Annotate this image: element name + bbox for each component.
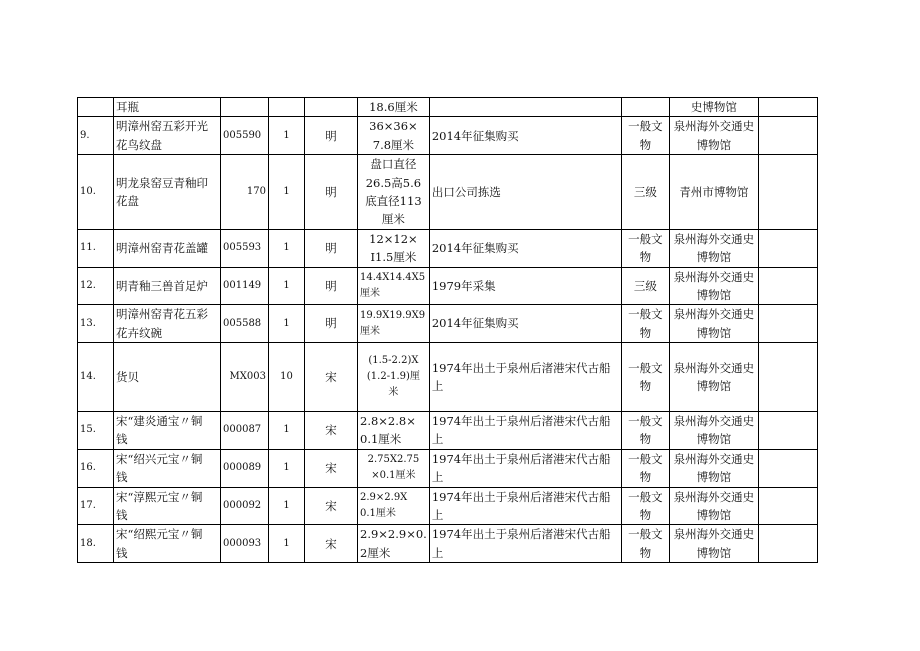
cell-no: 10. <box>78 155 114 230</box>
cell-grade: 三级 <box>621 155 669 230</box>
cell-era: 明 <box>305 229 358 267</box>
cell-qty: 1 <box>269 117 305 155</box>
cell-museum: 泉州海外交通史 博物馆 <box>669 487 758 525</box>
cell-era: 明 <box>305 155 358 230</box>
cell-source: 1974年出土于泉州后渚港宋代古船 上 <box>429 343 621 412</box>
cell-qty <box>269 98 305 117</box>
cell-museum: 泉州海外交通史 博物馆 <box>669 412 758 450</box>
cell-no: 13. <box>78 305 114 343</box>
cell-extra <box>758 343 817 412</box>
cell-qty: 1 <box>269 267 305 305</box>
cell-extra <box>758 267 817 305</box>
cell-qty: 1 <box>269 305 305 343</box>
cell-no: 14. <box>78 343 114 412</box>
cell-museum: 泉州海外交通史 博物馆 <box>669 525 758 563</box>
cell-name: 宋“建炎通宝〃铜 钱 <box>114 412 221 450</box>
cell-museum: 泉州海外交通史 博物馆 <box>669 229 758 267</box>
cell-size: 盘口直径 26.5高5.6 底直径113 厘米 <box>358 155 430 230</box>
cell-size: 2.9×2.9X 0.1厘米 <box>358 487 430 525</box>
cell-size: 2.75X2.75 ×0.1厘米 <box>358 449 430 487</box>
cell-grade: 一般文 物 <box>621 305 669 343</box>
cell-source: 1974年出土于泉州后渚港宋代古船 上 <box>429 487 621 525</box>
cell-museum: 泉州海外交通史 博物馆 <box>669 449 758 487</box>
cell-size: 12×12× I1.5厘米 <box>358 229 430 267</box>
table-row <box>78 98 818 117</box>
table-row <box>78 412 818 450</box>
cell-code: 000089 <box>221 449 269 487</box>
cell-name: 明漳州窑五彩开光 花鸟纹盘 <box>114 117 221 155</box>
cell-museum: 泉州海外交通史 博物馆 <box>669 305 758 343</box>
cell-museum: 泉州海外交通史 博物馆 <box>669 343 758 412</box>
cell-museum: 青州市博物馆 <box>669 155 758 230</box>
cell-qty: 10 <box>269 343 305 412</box>
table-row <box>78 525 818 563</box>
table-body <box>78 98 818 563</box>
cell-museum: 史博物馆 <box>669 98 758 117</box>
cell-era: 宋 <box>305 487 358 525</box>
cell-source: 2014年征集购买 <box>429 229 621 267</box>
cell-no: 16. <box>78 449 114 487</box>
cell-grade: 一般文 物 <box>621 343 669 412</box>
cell-extra <box>758 117 817 155</box>
cell-qty: 1 <box>269 412 305 450</box>
cell-extra <box>758 487 817 525</box>
cell-no: 12. <box>78 267 114 305</box>
cell-name: 宋“绍熙元宝〃铜 钱 <box>114 525 221 563</box>
cell-size: 2.9×2.9×0. 2厘米 <box>358 525 430 563</box>
table-row <box>78 267 818 305</box>
table-row <box>78 487 818 525</box>
table-row <box>78 449 818 487</box>
cell-extra <box>758 155 817 230</box>
table-row <box>78 155 818 230</box>
cell-grade <box>621 98 669 117</box>
cell-no: 15. <box>78 412 114 450</box>
cell-source: 2014年征集购买 <box>429 117 621 155</box>
cell-size: 18.6厘米 <box>358 98 430 117</box>
cell-qty: 1 <box>269 449 305 487</box>
cell-era: 明 <box>305 305 358 343</box>
cell-code: 005588 <box>221 305 269 343</box>
cell-name: 耳瓶 <box>114 98 221 117</box>
table-row <box>78 343 818 412</box>
cell-name: 明龙泉窑豆青釉印 花盘 <box>114 155 221 230</box>
cell-source: 1974年出土于泉州后渚港宋代古船 上 <box>429 412 621 450</box>
cell-extra <box>758 98 817 117</box>
cell-era: 宋 <box>305 525 358 563</box>
cell-code: MX003 <box>221 343 269 412</box>
cell-source: 2014年征集购买 <box>429 305 621 343</box>
cell-code: 000092 <box>221 487 269 525</box>
cell-code: 000093 <box>221 525 269 563</box>
cell-era: 明 <box>305 267 358 305</box>
cell-qty: 1 <box>269 229 305 267</box>
cell-size: 36×36× 7.8厘米 <box>358 117 430 155</box>
cell-no: 9. <box>78 117 114 155</box>
cell-name: 宋“绍兴元宝〃铜 钱 <box>114 449 221 487</box>
cell-size: (1.5-2.2)X (1.2-1.9)厘 米 <box>358 343 430 412</box>
cell-no: 11. <box>78 229 114 267</box>
cell-source <box>429 98 621 117</box>
cell-era <box>305 98 358 117</box>
cell-era: 明 <box>305 117 358 155</box>
cell-code: 005593 <box>221 229 269 267</box>
table-row <box>78 305 818 343</box>
cell-name: 宋“淳熙元宝〃铜 钱 <box>114 487 221 525</box>
cell-museum: 泉州海外交通史 博物馆 <box>669 267 758 305</box>
cell-grade: 一般文 物 <box>621 229 669 267</box>
cell-no: 17. <box>78 487 114 525</box>
cell-code <box>221 98 269 117</box>
cell-code: 000087 <box>221 412 269 450</box>
cell-grade: 三级 <box>621 267 669 305</box>
cell-source: 1979年采集 <box>429 267 621 305</box>
cell-name: 明漳州窑青花盖罐 <box>114 229 221 267</box>
cell-extra <box>758 229 817 267</box>
cell-extra <box>758 449 817 487</box>
cell-source: 出口公司拣选 <box>429 155 621 230</box>
cell-code: 005590 <box>221 117 269 155</box>
cell-size: 14.4X14.4X5 厘米 <box>358 267 430 305</box>
cell-source: 1974年出土于泉州后渚港宋代古船 上 <box>429 449 621 487</box>
cell-museum: 泉州海外交通史 博物馆 <box>669 117 758 155</box>
cell-era: 宋 <box>305 343 358 412</box>
cell-name: 明漳州窑青花五彩 花卉纹碗 <box>114 305 221 343</box>
table-row <box>78 117 818 155</box>
cell-source: 1974年出土于泉州后渚港宋代古船 上 <box>429 525 621 563</box>
artifact-table <box>77 97 818 563</box>
cell-size: 2.8×2.8× 0.1厘米 <box>358 412 430 450</box>
cell-qty: 1 <box>269 155 305 230</box>
cell-grade: 一般文 物 <box>621 449 669 487</box>
cell-code: 170 <box>221 155 269 230</box>
table-row <box>78 229 818 267</box>
cell-no: 18. <box>78 525 114 563</box>
cell-no <box>78 98 114 117</box>
cell-grade: 一般文 物 <box>621 412 669 450</box>
cell-qty: 1 <box>269 487 305 525</box>
cell-era: 宋 <box>305 449 358 487</box>
cell-extra <box>758 525 817 563</box>
cell-name: 明青釉三兽首足炉 <box>114 267 221 305</box>
cell-size: 19.9X19.9X9 厘米 <box>358 305 430 343</box>
cell-era: 宋 <box>305 412 358 450</box>
cell-extra <box>758 305 817 343</box>
cell-qty: 1 <box>269 525 305 563</box>
cell-name: 货贝 <box>114 343 221 412</box>
cell-grade: 一般文 物 <box>621 117 669 155</box>
cell-code: 001149 <box>221 267 269 305</box>
cell-extra <box>758 412 817 450</box>
cell-grade: 一般文 物 <box>621 525 669 563</box>
cell-grade: 一般文 物 <box>621 487 669 525</box>
